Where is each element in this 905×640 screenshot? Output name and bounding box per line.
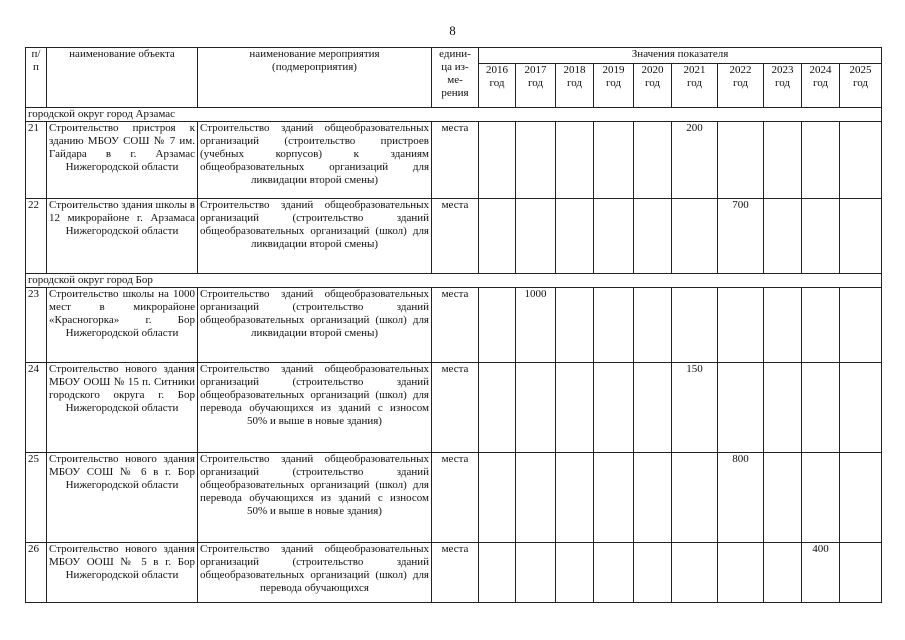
unit-cell: места bbox=[432, 122, 479, 199]
value-cell bbox=[516, 453, 556, 543]
value-cell bbox=[672, 288, 718, 363]
header-year: 2019 год bbox=[594, 64, 634, 108]
value-cell bbox=[718, 363, 764, 453]
value-cell bbox=[594, 543, 634, 603]
value-cell bbox=[840, 288, 882, 363]
table-row bbox=[26, 199, 882, 274]
header-year: 2025 год bbox=[840, 64, 882, 108]
value-cell bbox=[479, 288, 516, 363]
object-name: Строительство нового здания МБОУ ООШ № 15 п. Ситники городского округа г. Бор Нижегородской области bbox=[47, 363, 198, 453]
indicator-table bbox=[25, 47, 882, 603]
value-cell bbox=[764, 363, 802, 453]
section-row bbox=[26, 274, 882, 288]
value-cell bbox=[840, 122, 882, 199]
value-cell bbox=[672, 199, 718, 274]
value-cell bbox=[516, 543, 556, 603]
value-cell bbox=[479, 453, 516, 543]
value-cell bbox=[556, 543, 594, 603]
value-cell bbox=[718, 122, 764, 199]
unit-cell: места bbox=[432, 288, 479, 363]
table-header bbox=[26, 48, 882, 108]
value-cell bbox=[634, 199, 672, 274]
event-name: Строительство зданий общеобразовательных организаций (строительство зданий общеобразовательных организаций (школ) для перевода обучающихся bbox=[198, 543, 432, 603]
event-name: Строительство зданий общеобразовательных организаций (строительство зданий общеобразовательных организаций (школ) для ликвидации второй смены) bbox=[198, 288, 432, 363]
event-name: Строительство зданий общеобразовательных организаций (строительство зданий общеобразовательных организаций (школ) для перевода обучающихся из зданий с износом 50% и выше в новые здания) bbox=[198, 453, 432, 543]
value-cell bbox=[634, 453, 672, 543]
value-cell bbox=[594, 199, 634, 274]
value-cell bbox=[802, 122, 840, 199]
value-cell bbox=[479, 199, 516, 274]
row-number: 26 bbox=[26, 543, 47, 603]
value-cell bbox=[764, 122, 802, 199]
value-cell bbox=[672, 543, 718, 603]
value-cell bbox=[802, 199, 840, 274]
event-name: Строительство зданий общеобразовательных организаций (строительство зданий общеобразовательных организаций (школ) для ликвидации второй смены) bbox=[198, 199, 432, 274]
header-values: Значения показателя bbox=[479, 48, 882, 64]
value-cell bbox=[840, 453, 882, 543]
unit-cell: места bbox=[432, 199, 479, 274]
header-year: 2020 год bbox=[634, 64, 672, 108]
value-cell bbox=[840, 199, 882, 274]
value-cell: 1000 bbox=[516, 288, 556, 363]
table-row bbox=[26, 122, 882, 199]
value-cell: 800 bbox=[718, 453, 764, 543]
header-year: 2024 год bbox=[802, 64, 840, 108]
value-cell bbox=[764, 453, 802, 543]
table-row bbox=[26, 363, 882, 453]
value-cell: 400 bbox=[802, 543, 840, 603]
object-name: Строительство пристроя к зданию МБОУ СОШ № 7 им. Гайдара в г. Арзамас Нижегородской области bbox=[47, 122, 198, 199]
table-body bbox=[26, 108, 882, 603]
header-year: 2022 год bbox=[718, 64, 764, 108]
value-cell bbox=[634, 543, 672, 603]
value-cell bbox=[556, 288, 594, 363]
row-number: 23 bbox=[26, 288, 47, 363]
row-number: 24 bbox=[26, 363, 47, 453]
value-cell bbox=[594, 288, 634, 363]
value-cell bbox=[479, 363, 516, 453]
value-cell bbox=[718, 543, 764, 603]
value-cell bbox=[764, 543, 802, 603]
object-name: Строительство школы на 1000 мест в микрорайоне «Красногорка» г. Бор Нижегородской области bbox=[47, 288, 198, 363]
header-num: п/ п bbox=[26, 48, 47, 108]
unit-cell: места bbox=[432, 543, 479, 603]
value-cell bbox=[840, 363, 882, 453]
header-year: 2016 год bbox=[479, 64, 516, 108]
event-name: Строительство зданий общеобразовательных организаций (строительство пристроев (учебных корпусов) к зданиям общеобразовательных организаций для ликвидации второй смены) bbox=[198, 122, 432, 199]
value-cell bbox=[516, 363, 556, 453]
value-cell bbox=[802, 453, 840, 543]
value-cell bbox=[516, 199, 556, 274]
value-cell bbox=[479, 543, 516, 603]
section-title: городской округ город Бор bbox=[26, 274, 882, 288]
unit-cell: места bbox=[432, 453, 479, 543]
table-row bbox=[26, 288, 882, 363]
header-year: 2018 год bbox=[556, 64, 594, 108]
value-cell bbox=[479, 122, 516, 199]
header-year: 2021 год bbox=[672, 64, 718, 108]
header-year: 2017 год bbox=[516, 64, 556, 108]
value-cell bbox=[594, 453, 634, 543]
section-title: городской округ город Арзамас bbox=[26, 108, 882, 122]
header-year: 2023 год bbox=[764, 64, 802, 108]
page-number: 8 bbox=[449, 23, 456, 38]
row-number: 21 bbox=[26, 122, 47, 199]
value-cell bbox=[594, 363, 634, 453]
value-cell bbox=[556, 122, 594, 199]
value-cell: 200 bbox=[672, 122, 718, 199]
value-cell bbox=[672, 453, 718, 543]
unit-cell: места bbox=[432, 363, 479, 453]
value-cell bbox=[634, 363, 672, 453]
value-cell bbox=[718, 288, 764, 363]
section-row bbox=[26, 108, 882, 122]
object-name: Строительство здания школы в 12 микрорайоне г. Арзамаса Нижегородской области bbox=[47, 199, 198, 274]
value-cell bbox=[764, 288, 802, 363]
header-object: наименование объекта bbox=[47, 48, 198, 108]
value-cell bbox=[764, 199, 802, 274]
table-row bbox=[26, 453, 882, 543]
header-unit: едини- ца из- ме- рения bbox=[432, 48, 479, 108]
object-name: Строительство нового здания МБОУ СОШ № 6 в г. Бор Нижегородской области bbox=[47, 453, 198, 543]
event-name: Строительство зданий общеобразовательных организаций (строительство зданий общеобразовательных организаций (школ) для перевода обучающихся из зданий с износом 50% и выше в новые здания) bbox=[198, 363, 432, 453]
header-event: наименование мероприятия (подмероприятия) bbox=[198, 48, 432, 108]
value-cell bbox=[634, 288, 672, 363]
value-cell bbox=[802, 288, 840, 363]
value-cell bbox=[594, 122, 634, 199]
value-cell bbox=[840, 543, 882, 603]
value-cell bbox=[802, 363, 840, 453]
value-cell bbox=[556, 363, 594, 453]
value-cell bbox=[556, 199, 594, 274]
object-name: Строительство нового здания МБОУ ООШ № 5 в г. Бор Нижегородской области bbox=[47, 543, 198, 603]
value-cell bbox=[516, 122, 556, 199]
value-cell: 700 bbox=[718, 199, 764, 274]
value-cell bbox=[556, 453, 594, 543]
row-number: 22 bbox=[26, 199, 47, 274]
row-number: 25 bbox=[26, 453, 47, 543]
value-cell: 150 bbox=[672, 363, 718, 453]
table-row bbox=[26, 543, 882, 603]
value-cell bbox=[634, 122, 672, 199]
